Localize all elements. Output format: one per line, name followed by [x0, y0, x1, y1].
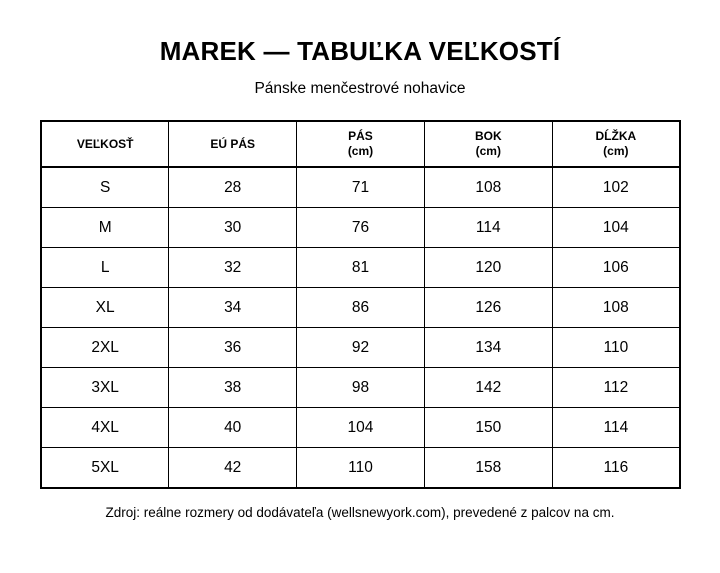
- cell-length: 112: [552, 368, 680, 408]
- cell-eu-waist: 28: [169, 167, 297, 208]
- header-length-label: DĹŽKA: [595, 129, 637, 143]
- cell-hip: 134: [424, 328, 552, 368]
- header-size: [41, 121, 169, 167]
- page-title: MAREK — TABUĽKA VEĽKOSTÍ: [159, 36, 561, 66]
- table-row: [41, 288, 680, 328]
- table-row: [41, 328, 680, 368]
- cell-eu-waist: 34: [169, 288, 297, 328]
- table-body: [41, 167, 680, 488]
- cell-length: 108: [552, 288, 680, 328]
- cell-hip: 108: [424, 167, 552, 208]
- header-length: [552, 121, 680, 167]
- table-header-row: [41, 121, 680, 167]
- cell-waist: 98: [297, 368, 425, 408]
- table-row: [41, 248, 680, 288]
- cell-hip: 120: [424, 248, 552, 288]
- cell-waist: 86: [297, 288, 425, 328]
- cell-size: 2XL: [41, 328, 169, 368]
- header-waist-unit: (cm): [347, 144, 374, 158]
- header-eu-waist-label: EÚ PÁS: [210, 136, 256, 151]
- cell-waist: 71: [297, 167, 425, 208]
- cell-eu-waist: 40: [169, 408, 297, 448]
- header-waist: [297, 121, 425, 167]
- source-footnote: Zdroj: reálne rozmery od dodávateľa (wellsnewyork.com), prevedené z palcov na cm.: [105, 505, 615, 520]
- header-size-label: VEĽKOSŤ: [76, 136, 134, 151]
- cell-hip: 142: [424, 368, 552, 408]
- cell-waist: 110: [297, 448, 425, 489]
- cell-length: 110: [552, 328, 680, 368]
- header-hip-unit: (cm): [475, 144, 501, 158]
- table-row: [41, 167, 680, 208]
- cell-eu-waist: 32: [169, 248, 297, 288]
- cell-eu-waist: 36: [169, 328, 297, 368]
- cell-size: XL: [41, 288, 169, 328]
- header-waist-label: PÁS: [348, 129, 373, 143]
- cell-hip: 126: [424, 288, 552, 328]
- size-chart-table: [40, 120, 681, 489]
- cell-waist: 76: [297, 208, 425, 248]
- header-length-unit: (cm): [603, 144, 629, 158]
- cell-waist: 81: [297, 248, 425, 288]
- cell-length: 104: [552, 208, 680, 248]
- page-subtitle: Pánske menčestrové nohavice: [254, 80, 466, 97]
- header-hip: [424, 121, 552, 167]
- cell-size: 5XL: [41, 448, 169, 489]
- cell-waist: 104: [297, 408, 425, 448]
- cell-hip: 150: [424, 408, 552, 448]
- table-row: [41, 448, 680, 489]
- header-eu-waist: [169, 121, 297, 167]
- cell-waist: 92: [297, 328, 425, 368]
- cell-size: L: [41, 248, 169, 288]
- cell-size: 3XL: [41, 368, 169, 408]
- cell-eu-waist: 38: [169, 368, 297, 408]
- cell-hip: 158: [424, 448, 552, 489]
- cell-eu-waist: 30: [169, 208, 297, 248]
- header-hip-label: BOK: [474, 129, 502, 143]
- table-row: [41, 208, 680, 248]
- cell-hip: 114: [424, 208, 552, 248]
- cell-size: S: [41, 167, 169, 208]
- cell-length: 102: [552, 167, 680, 208]
- cell-size: 4XL: [41, 408, 169, 448]
- cell-length: 106: [552, 248, 680, 288]
- table-row: [41, 408, 680, 448]
- cell-length: 114: [552, 408, 680, 448]
- cell-size: M: [41, 208, 169, 248]
- table-row: [41, 368, 680, 408]
- cell-length: 116: [552, 448, 680, 489]
- cell-eu-waist: 42: [169, 448, 297, 489]
